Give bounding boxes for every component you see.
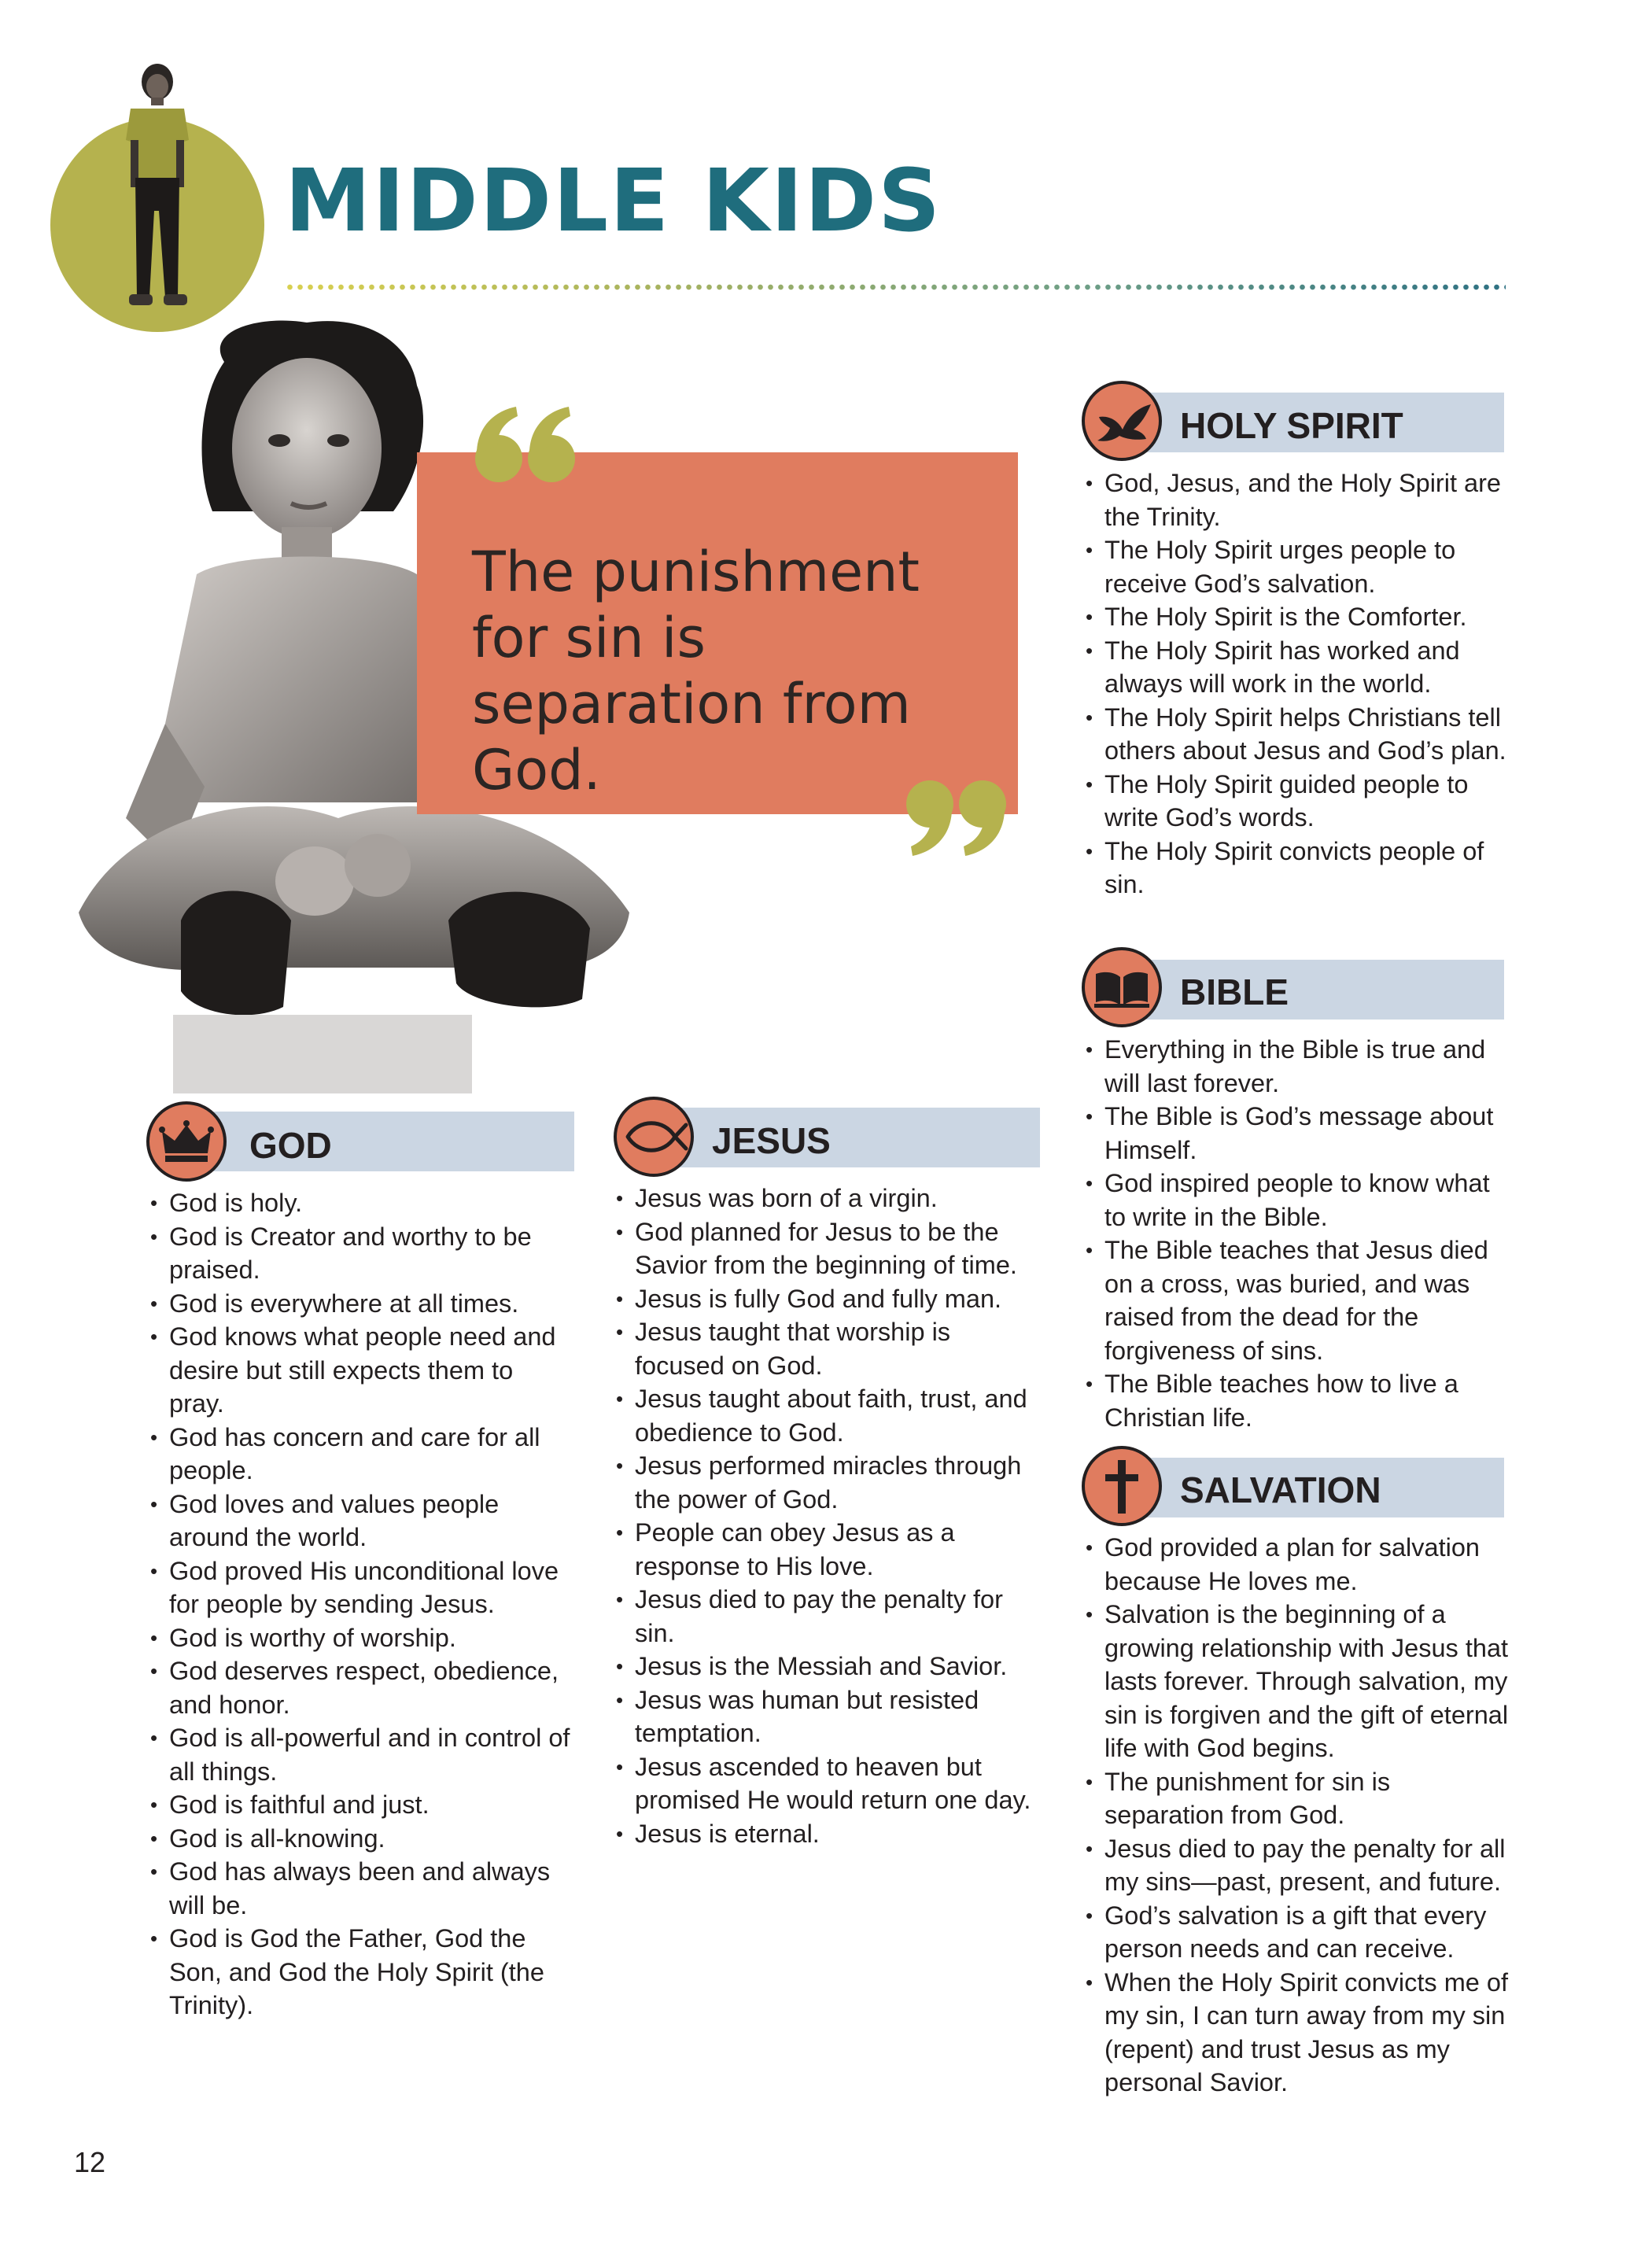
list-item: • God has always been and always will be. [150, 1855, 575, 1922]
section-holy-spirit-list [1086, 466, 1510, 902]
section-bible-list [1086, 1033, 1510, 1434]
list-item: • Jesus died to pay the penalty for sin. [616, 1583, 1041, 1650]
standing-kid-image [107, 61, 208, 315]
dove-icon [1082, 381, 1162, 461]
list-item: • God is everywhere at all times. [150, 1287, 575, 1321]
list-item: • The Holy Spirit has worked and always will work in the world. [1086, 634, 1510, 701]
list-item: • God is Creator and worthy to be praised. [150, 1220, 575, 1287]
list-item: • People can obey Jesus as a response to His love. [616, 1516, 1041, 1583]
list-item: • God’s salvation is a gift that every person needs and can receive. [1086, 1899, 1510, 1966]
list-item: • God, Jesus, and the Holy Spirit are the Trinity. [1086, 466, 1510, 533]
list-item: • Jesus is eternal. [616, 1817, 1041, 1851]
close-quote-icon [903, 779, 1009, 857]
section-salvation-title: SALVATION [1180, 1469, 1381, 1510]
list-item: • God deserves respect, obedience, and honor. [150, 1654, 575, 1721]
crown-icon [146, 1101, 227, 1182]
section-god-header-bar [181, 1112, 574, 1171]
section-jesus-list [616, 1182, 1041, 1850]
list-item: • The Holy Spirit convicts people of sin. [1086, 835, 1510, 902]
list-item: • Jesus was born of a virgin. [616, 1182, 1041, 1215]
list-item: • Jesus was human but resisted temptation. [616, 1683, 1041, 1750]
open-quote-icon [472, 405, 578, 484]
list-item: • Salvation is the beginning of a growing relationship with Jesus that lasts forever. Through salvation, my sin is forgiven and the gift of eternal life with God begins. [1086, 1598, 1510, 1765]
fish-icon [614, 1097, 694, 1177]
section-god-title: GOD [249, 1125, 332, 1166]
list-item: • God is holy. [150, 1186, 575, 1220]
open-book-icon [1082, 947, 1162, 1027]
page-title: MIDDLE KIDS [285, 150, 942, 251]
list-item: • When the Holy Spirit convicts me of my sin, I can turn away from my sin (repent) and trust Jesus as my personal Savior. [1086, 1966, 1510, 2100]
list-item: • God inspired people to know what to write in the Bible. [1086, 1167, 1510, 1233]
page-number: 12 [74, 2146, 106, 2178]
list-item: • God is faithful and just. [150, 1788, 575, 1822]
list-item: • God loves and values people around the world. [150, 1488, 575, 1554]
list-item: • Jesus taught about faith, trust, and obedience to God. [616, 1382, 1041, 1449]
section-bible-title: BIBLE [1180, 972, 1289, 1012]
list-item: • God is all-powerful and in control of all things. [150, 1721, 575, 1788]
list-item: • The Holy Spirit is the Comforter. [1086, 600, 1510, 634]
list-item: • God planned for Jesus to be the Savior from the beginning of time. [616, 1215, 1041, 1282]
section-jesus-title: JESUS [712, 1120, 831, 1161]
section-jesus-header-bar [647, 1108, 1040, 1167]
list-item: • The Holy Spirit helps Christians tell others about Jesus and God’s plan. [1086, 701, 1510, 768]
list-item: • The Bible teaches that Jesus died on a cross, was buried, and was raised from the dead for the forgiveness of sins. [1086, 1233, 1510, 1367]
list-item: • The Holy Spirit urges people to receive God’s salvation. [1086, 533, 1510, 600]
section-god-list [150, 1186, 575, 2023]
list-item: • The Holy Spirit guided people to write God’s words. [1086, 768, 1510, 835]
dotted-divider [285, 283, 1506, 291]
list-item: • Jesus performed miracles through the power of God. [616, 1449, 1041, 1516]
list-item: • Jesus is fully God and fully man. [616, 1282, 1041, 1316]
list-item: • God is worthy of worship. [150, 1621, 575, 1655]
section-holy-spirit-title: HOLY SPIRIT [1180, 405, 1403, 446]
list-item: • God is God the Father, God the Son, and God the Holy Spirit (the Trinity). [150, 1922, 575, 2023]
list-item: • The Bible teaches how to live a Christian life. [1086, 1367, 1510, 1434]
list-item: • God knows what people need and desire but still expects them to pray. [150, 1320, 575, 1421]
list-item: • God proved His unconditional love for people by sending Jesus. [150, 1554, 575, 1621]
list-item: • God provided a plan for salvation because He loves me. [1086, 1531, 1510, 1598]
list-item: • Jesus is the Messiah and Savior. [616, 1650, 1041, 1683]
section-salvation-list [1086, 1531, 1510, 2100]
list-item: • Jesus taught that worship is focused on God. [616, 1315, 1041, 1382]
section-bible-header-bar [1109, 960, 1504, 1020]
list-item: • The punishment for sin is separation from God. [1086, 1765, 1510, 1832]
list-item: • The Bible is God’s message about Himself. [1086, 1100, 1510, 1167]
list-item: • Everything in the Bible is true and will last forever. [1086, 1033, 1510, 1100]
list-item: • Jesus ascended to heaven but promised He would return one day. [616, 1750, 1041, 1817]
list-item: • Jesus died to pay the penalty for all my sins—past, present, and future. [1086, 1832, 1510, 1899]
pull-quote: The punishment for sin is separation from God. [472, 540, 920, 802]
list-item: • God has concern and care for all people. [150, 1421, 575, 1488]
list-item: • God is all-knowing. [150, 1822, 575, 1856]
cross-icon [1082, 1446, 1162, 1526]
